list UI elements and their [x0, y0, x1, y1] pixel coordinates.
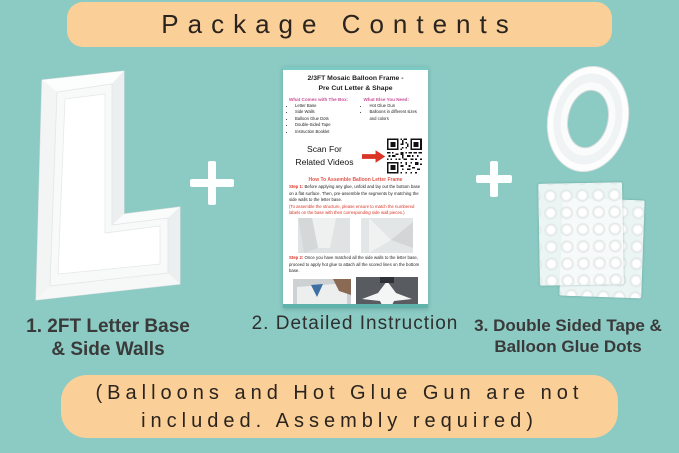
glue-dot-sheet [538, 182, 624, 285]
box-contents-list [289, 103, 363, 136]
list-item: • Balloons in different sizes and colors [369, 109, 422, 122]
assembly-photos-row1 [287, 218, 424, 253]
list-item: • Letter Base [295, 103, 363, 110]
need-list [363, 103, 422, 123]
double-sided-tape-image [540, 60, 636, 178]
list-item: • Hot Glue Gun [369, 103, 422, 110]
list-item: • Instruction Booklet [295, 129, 363, 136]
footer-note-banner [61, 375, 618, 438]
step1-note: (To assemble the structure, please ensure to match the numbered labels on the base with their corresponding side wall pieces.) [289, 203, 415, 215]
need-column [363, 97, 422, 136]
plus-icon [476, 161, 512, 197]
instruction-sheet [283, 67, 428, 308]
balloon-glue-dots-image [537, 183, 655, 305]
need-heading: What Else You Need: [363, 96, 409, 102]
box-contents-column [289, 97, 363, 136]
sheet-columns [283, 94, 428, 136]
red-arrow-icon [362, 150, 385, 163]
sheet-bottom-bar [283, 304, 428, 308]
list-item: • Double-Sided Tape [295, 122, 363, 129]
scan-text: Scan For Related Videos [295, 143, 354, 168]
page-title: Package Contents [161, 9, 518, 39]
item2-label: 2. Detailed Instruction [251, 313, 459, 334]
assemble-heading: How To Assemble Balloon Letter Frame [308, 177, 403, 184]
step2-text: Step 2: Once you have matched all the side walls to the letter base, proceed to apply hot glue to attach all the scored lines on the bottom base. [289, 255, 420, 274]
box-contents-heading: What Comes with The Box: [289, 96, 349, 102]
assembly-photo [361, 218, 413, 253]
scan-row [283, 135, 428, 175]
assembly-photo [298, 218, 350, 253]
list-item: • Side Walls [295, 109, 363, 116]
item1-label: 1. 2FT Letter Base & Side Walls [26, 316, 190, 360]
footer-note-line: (Balloons and Hot Glue Gun are not [95, 381, 584, 404]
letter-base-image [14, 68, 196, 310]
step1-text: Step 1: Before applying any glue, unfold and lay out the bottom base on a flat surface. Then, pre-assemble the segments by matching the side walls to the letter base. (To assemble the structure, please ensure to match the numbered labels on the base with their corresponding side wall pieces.) [289, 184, 421, 215]
list-item: • Balloon Glue Dots [295, 116, 363, 123]
top-banner [67, 2, 612, 47]
plus-icon [190, 161, 234, 205]
item3-label: 3. Double Sided Tape & Balloon Glue Dots [474, 316, 662, 357]
sheet-title: 2/3FT Mosaic Balloon Frame - Pre Cut Letter & Shape [307, 75, 404, 92]
footer-note-line: included. Assembly required) [141, 409, 538, 432]
qr-code [387, 138, 422, 174]
sheet-top-bar [283, 67, 428, 70]
